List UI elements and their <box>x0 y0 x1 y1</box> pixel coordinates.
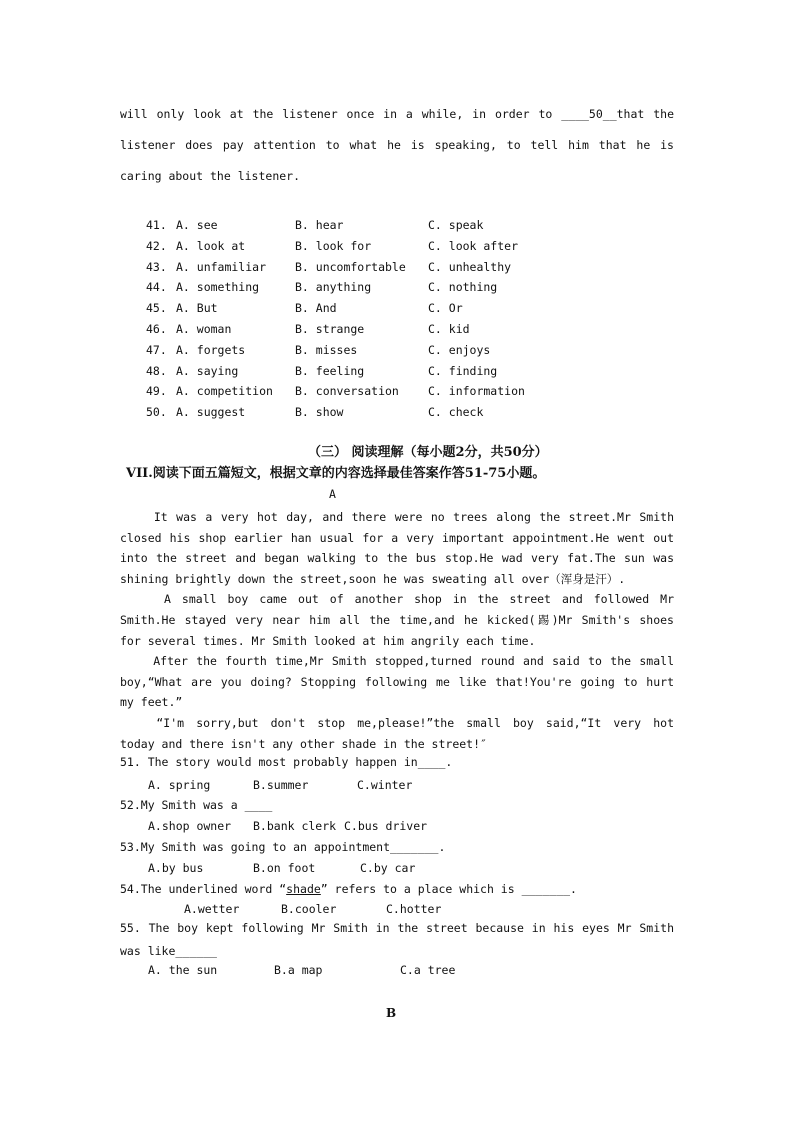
passage-line: boy,“What are you doing? Stopping following me like that!You're going to hurt <box>120 674 674 689</box>
passage-line: It was a very hot day, and there were no trees along the street.Mr Smith <box>120 510 674 524</box>
passage-line: A small boy came out of another shop in the street and followed Mr <box>120 592 674 607</box>
section-instruction: VII.阅读下面五篇短文，根据文章的内容选择最佳答案作答51-75小题。 <box>126 466 546 481</box>
section-heading: （三） 阅读理解（每小题2分，共50分） <box>308 445 548 460</box>
option-row: 42. A. look at B. look for C. look after <box>146 238 519 253</box>
cloze-options <box>146 215 525 423</box>
option-row: 50. A. suggest B. show C. check <box>146 405 484 420</box>
question-52-options: A.shop owner B.bank clerk C.bus driver <box>148 819 428 833</box>
intro-line-1: will only look at the listener once in a while, in order to ____50__that the <box>120 107 674 121</box>
question-54: 54.The underlined word “shade” refers to a place which is _______. <box>120 882 577 896</box>
passage-line: After the fourth time,Mr Smith stopped,turned round and said to the small <box>120 654 674 669</box>
question-51-options: A. spring B.summer C.winter <box>148 778 413 792</box>
passage-line: closed his shop earlier han usual for a very important appointment.He went out <box>120 530 674 545</box>
option-row: 47. A. forgets B. misses C. enjoys <box>146 342 491 357</box>
question-53-options: A.by bus B.on foot C.by car <box>148 861 416 875</box>
intro-line-3: caring about the listener. <box>120 169 301 183</box>
question-53: 53.My Smith was going to an appointment_______. <box>120 840 446 854</box>
option-row: 43. A. unfamiliar B. uncomfortable C. unhealthy <box>146 259 512 274</box>
passage-line: shining brightly down the street,soon he was sweating all over（浑身是汗）. <box>120 571 626 586</box>
option-row: 44. A. something B. anything C. nothing <box>146 280 498 295</box>
intro-line-2: listener does pay attention to what he is speaking, to tell him that he is <box>120 138 674 152</box>
option-row: 48. A. saying B. feeling C. finding <box>146 363 498 378</box>
passage-line: for several times. Mr Smith looked at him angrily each time. <box>120 633 536 648</box>
passage-line: “I'm sorry,but don't stop me,please!”the small boy said,“It very hot <box>120 715 674 730</box>
option-row: 46. A. woman B. strange C. kid <box>146 321 470 336</box>
passage-line: my feet.” <box>120 695 183 710</box>
passage-a-label: A <box>329 487 336 501</box>
passage-b-label: B <box>386 1006 397 1020</box>
underlined-word: shade <box>286 882 321 896</box>
option-row: 45. A. But B. And C. Or <box>146 301 463 316</box>
question-55-line-2: was like______ <box>120 944 217 958</box>
question-55-line-1: 55. The boy kept following Mr Smith in the street because in his eyes Mr Smith <box>120 921 674 935</box>
option-row: 49. A. competition B. conversation C. information <box>146 384 525 399</box>
question-55-options: A. the sun B.a map C.a tree <box>148 963 456 977</box>
question-54-options: A.wetter B.cooler C.hotter <box>184 902 442 916</box>
passage-line: Smith.He stayed very near him all the time,and he kicked(踢)Mr Smith's shoes <box>120 612 674 627</box>
question-51: 51. The story would most probably happen in____. <box>120 755 453 769</box>
passage-a <box>120 507 674 754</box>
question-52: 52.My Smith was a ____ <box>120 798 273 812</box>
option-row: 41. A. see B. hear C. speak <box>146 218 484 232</box>
passage-line: into the street and began walking to the bus stop.He wad very fat.The sun was <box>120 551 674 566</box>
passage-line: today and there isn't any other shade in the street!″ <box>120 736 487 751</box>
